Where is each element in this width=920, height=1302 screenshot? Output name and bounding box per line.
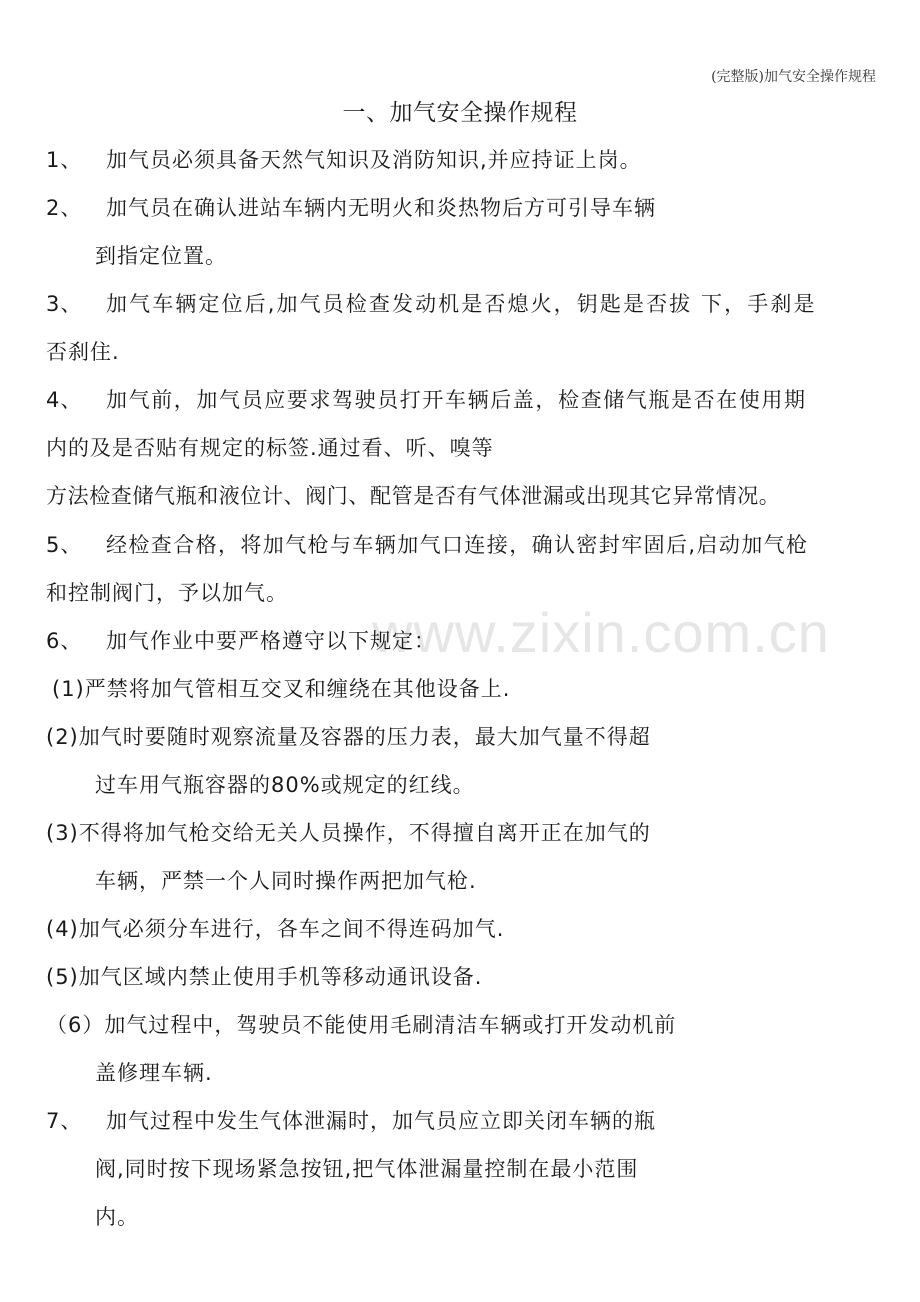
item-number: 7、 <box>46 1109 83 1133</box>
item-text: 加气过程中发生气体泄漏时，加气员应立即关闭车辆的瓶 <box>106 1109 656 1133</box>
sub-item-text: 车辆，严禁一个人同时操作两把加气枪. <box>95 869 477 893</box>
page-header: (完整版)加气安全操作规程 <box>711 69 876 85</box>
item-text: 方法检查储气瓶和液位计、阀门、配管是否有气体泄漏或出现其它异常情况。 <box>46 484 781 508</box>
sub-item-text: (5)加气区域内禁止使用手机等移动通讯设备. <box>46 965 483 989</box>
item-text: 到指定位置。 <box>95 244 227 268</box>
item-number: 3、 <box>46 292 83 316</box>
item-number: 2、 <box>46 196 83 220</box>
item-text: 加气员在确认进站车辆内无明火和炎热物后方可引导车辆 <box>106 196 656 220</box>
item-text: 和控制阀门，予以加气。 <box>46 581 288 605</box>
sub-item-text: (3)不得将加气枪交给无关人员操作，不得擅自离开正在加气的 <box>46 821 651 845</box>
item-text: 否刹住. <box>46 340 120 364</box>
item-number: 4、 <box>46 388 83 412</box>
item-text: 阀,同时按下现场紧急按钮,把气体泄漏量控制在最小范围 <box>95 1157 639 1181</box>
sub-item-text: （6）加气过程中，驾驶员不能使用毛刷清洁车辆或打开发动机前 <box>46 1013 677 1037</box>
document-title: 一、加气安全操作规程 <box>342 100 578 126</box>
sub-item-text: (1)严禁将加气管相互交叉和缠绕在其他设备上. <box>52 677 511 701</box>
sub-item-text: 过车用气瓶容器的80%或规定的红线。 <box>95 773 475 797</box>
sub-item-text: 盖修理车辆. <box>95 1061 213 1085</box>
item-text: 加气前，加气员应要求驾驶员打开车辆后盖，检查储气瓶是否在使用期 <box>106 388 807 412</box>
item-number: 5、 <box>46 533 83 557</box>
watermark: www.zixin.com.cn <box>372 601 830 664</box>
sub-item-text: (4)加气必须分车进行，各车之间不得连码加气. <box>46 917 505 941</box>
item-number: 1、 <box>46 148 83 172</box>
sub-item-text: (2)加气时要随时观察流量及容器的压力表，最大加气量不得超 <box>46 725 651 749</box>
item-text: 加气作业中要严格遵守以下规定： <box>106 629 436 653</box>
item-text: 加气员必须具备天然气知识及消防知识,并应持证上岗。 <box>106 148 642 172</box>
item-text: 加气车辆定位后,加气员检查发动机是否熄火，钥匙是否拔 下，手刹是 <box>106 292 817 316</box>
item-text: 内的及是否贴有规定的标签.通过看、听、嗅等 <box>46 436 494 460</box>
item-text: 经检查合格，将加气枪与车辆加气口连接，确认密封牢固后,启动加气枪 <box>106 533 809 557</box>
item-text: 内。 <box>95 1205 139 1229</box>
item-number: 6、 <box>46 629 83 653</box>
